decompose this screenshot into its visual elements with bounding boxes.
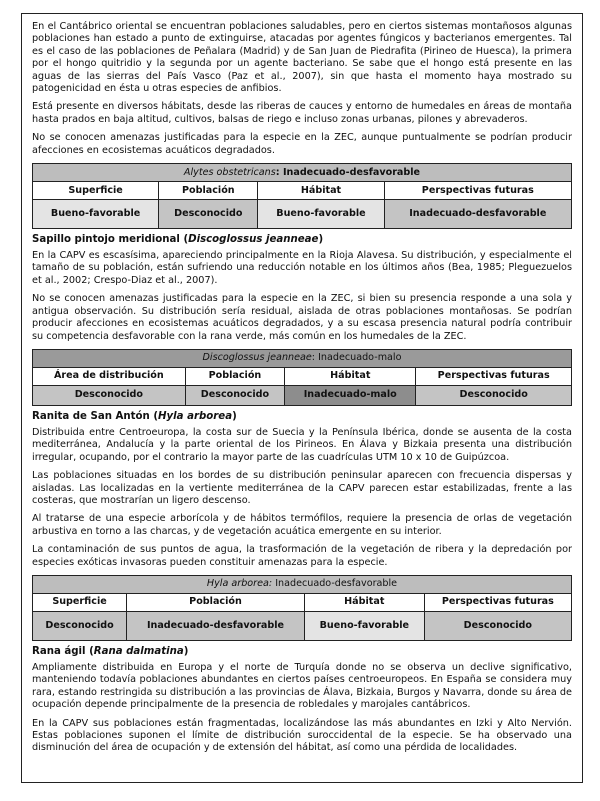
column-header: Perspectivas futuras bbox=[384, 182, 571, 200]
document-page bbox=[21, 13, 583, 783]
status-value: Desconocido bbox=[33, 611, 127, 640]
column-header: Perspectivas futuras bbox=[424, 593, 571, 611]
table-header: Hyla arborea: Inadecuado-desfavorable bbox=[33, 575, 572, 593]
intro-paragraph-3: No se conocen amenazas justificadas para la especie en la ZEC, aunque puntualmente se podrían producir afecciones en ecosistemas acuáticos degradados. bbox=[32, 132, 572, 156]
status-value: Desconocido bbox=[424, 611, 571, 640]
column-header: Hábitat bbox=[304, 593, 424, 611]
hyla-paragraph-1: Distribuida entre Centroeuropa, la costa sur de Suecia y la Península Ibérica, donde se ausenta de la costa mediterránea, Andalucía y la parte oriental de los Pirineos. En Álava y Bizkaia presenta una distribución irregular, ocupando, por el contrario la mayor parte de las cuadrículas UTM 10 x 10 de Guipúzcoa. bbox=[32, 426, 572, 463]
column-header: Superficie bbox=[33, 182, 159, 200]
hyla-paragraph-2: Las poblaciones situadas en los bordes de su distribución peninsular aparecen con frecuencia dispersas y aisladas. Las localizadas en la vertiente mediterránea de la CAPV parecen estar estabilizadas, frente a las costeras, que mostrarían un ligero descenso. bbox=[32, 470, 572, 506]
discoglossus-paragraph-2: No se conocen amenazas justificadas para la especie en la ZEC, si bien su presencia responde a una sola y antigua observación. Su distribución sería residual, aislada de otras poblaciones montañosas. Se podrían producir afecciones en ecosistemas acuáticos degradados, y a su escasa presencia natural podría contribuir su competencia desfavorable con la rana verde, más común en los humedales de la ZEC. bbox=[32, 293, 572, 342]
section-title-hyla: Ranita de San Antón (Hyla arborea) bbox=[32, 410, 237, 422]
status-value: Bueno-favorable bbox=[33, 200, 159, 229]
discoglossus-paragraph-1: En la CAPV es escasísima, apareciendo principalmente en la Rioja Alavesa. Su distribución, y especialmente el tamaño de su población, están sufriendo una reducción notable en los últimos años (Bea, 1985; Pleguezuelos et al., 2002; Crespo-Diaz et al., 2007). bbox=[32, 250, 572, 286]
status-value: Desconocido bbox=[416, 385, 572, 405]
hyla-paragraph-3: Al tratarse de una especie arborícola y de hábitos termófilos, requiere la presencia de orlas de vegetación arbustiva en torno a las charcas, y de vegetación acuática emergente en su interior. bbox=[32, 513, 572, 537]
column-header: Perspectivas futuras bbox=[416, 367, 572, 385]
column-header: Hábitat bbox=[258, 182, 384, 200]
section-title-rana: Rana ágil (Rana dalmatina) bbox=[32, 645, 189, 657]
section-title-discoglossus: Sapillo pintojo meridional (Discoglossus jeanneae) bbox=[32, 234, 324, 246]
status-value: Bueno-favorable bbox=[258, 200, 384, 229]
status-table-discoglossus bbox=[32, 349, 572, 406]
column-header: Población bbox=[185, 367, 284, 385]
column-header: Área de distribución bbox=[33, 367, 186, 385]
status-table-hyla bbox=[32, 575, 572, 641]
table-header: Discoglossus jeanneae: Inadecuado-malo bbox=[33, 349, 572, 367]
status-table-alytes bbox=[32, 163, 572, 229]
hyla-paragraph-4: La contaminación de sus puntos de agua, la trasformación de la vegetación de ribera y la depredación por especies exóticas invasoras pueden constituir amenazas para la especie. bbox=[32, 544, 572, 568]
intro-paragraph-2: Está presente en diversos hábitats, desde las riberas de cauces y entorno de humedales en áreas de montaña hasta prados en baja altitud, cultivos, balsas de riego e incluso zonas urbanas, pilones y abrevaderos. bbox=[32, 101, 572, 125]
status-value: Desconocido bbox=[185, 385, 284, 405]
column-header: Población bbox=[127, 593, 305, 611]
status-value: Desconocido bbox=[33, 385, 186, 405]
table-header: Alytes obstetricans: Inadecuado-desfavorable bbox=[33, 164, 572, 182]
column-header: Hábitat bbox=[285, 367, 416, 385]
status-value: Desconocido bbox=[159, 200, 258, 229]
status-value: Inadecuado-malo bbox=[285, 385, 416, 405]
status-value: Inadecuado-desfavorable bbox=[384, 200, 571, 229]
rana-paragraph-2: En la CAPV sus poblaciones están fragmentadas, localizándose las más abundantes en Izki y Alto Nervión. Estas poblaciones suponen el límite de distribución suroccidental de la especie. Se ha observado una disminución del área de ocupación y de extensión del hábitat, así como una pérdida de localidades. bbox=[32, 717, 572, 754]
column-header: Superficie bbox=[33, 593, 127, 611]
column-header: Población bbox=[159, 182, 258, 200]
status-value: Inadecuado-desfavorable bbox=[127, 611, 305, 640]
intro-paragraph-1: En el Cantábrico oriental se encuentran poblaciones saludables, pero en ciertos sistemas montañosos algunas poblaciones han estado a punto de extinguirse, atacadas por agentes fúngicos y bacterianos emergentes. Tal es el caso de las poblaciones de Peñalara (Madrid) y de San Juan de Piedrafita (Pirineo de Huesca), la primera por el hongo quitridio y la segunda por un agente bacteriano. Se sabe que el hongo está presente en las aguas de las sierras del País Vasco (Paz et al., 2007), sin que hasta el momento haya mostrado su patogenicidad en ésta u otras especies de anfibios. bbox=[32, 21, 572, 95]
status-value: Bueno-favorable bbox=[304, 611, 424, 640]
rana-paragraph-1: Ampliamente distribuida en Europa y el norte de Turquía donde no se observa un declive significativo, manteniendo todavía poblaciones abundantes en ciertos países centroeuropeos. En España se considera muy rara, estando restringida su distribución a las provincias de Álava, Bizkaia, Burgos y Navarra, donde su área de ocupación depende principalmente de la presencia de robledales y marojales cantábricos. bbox=[32, 661, 572, 711]
